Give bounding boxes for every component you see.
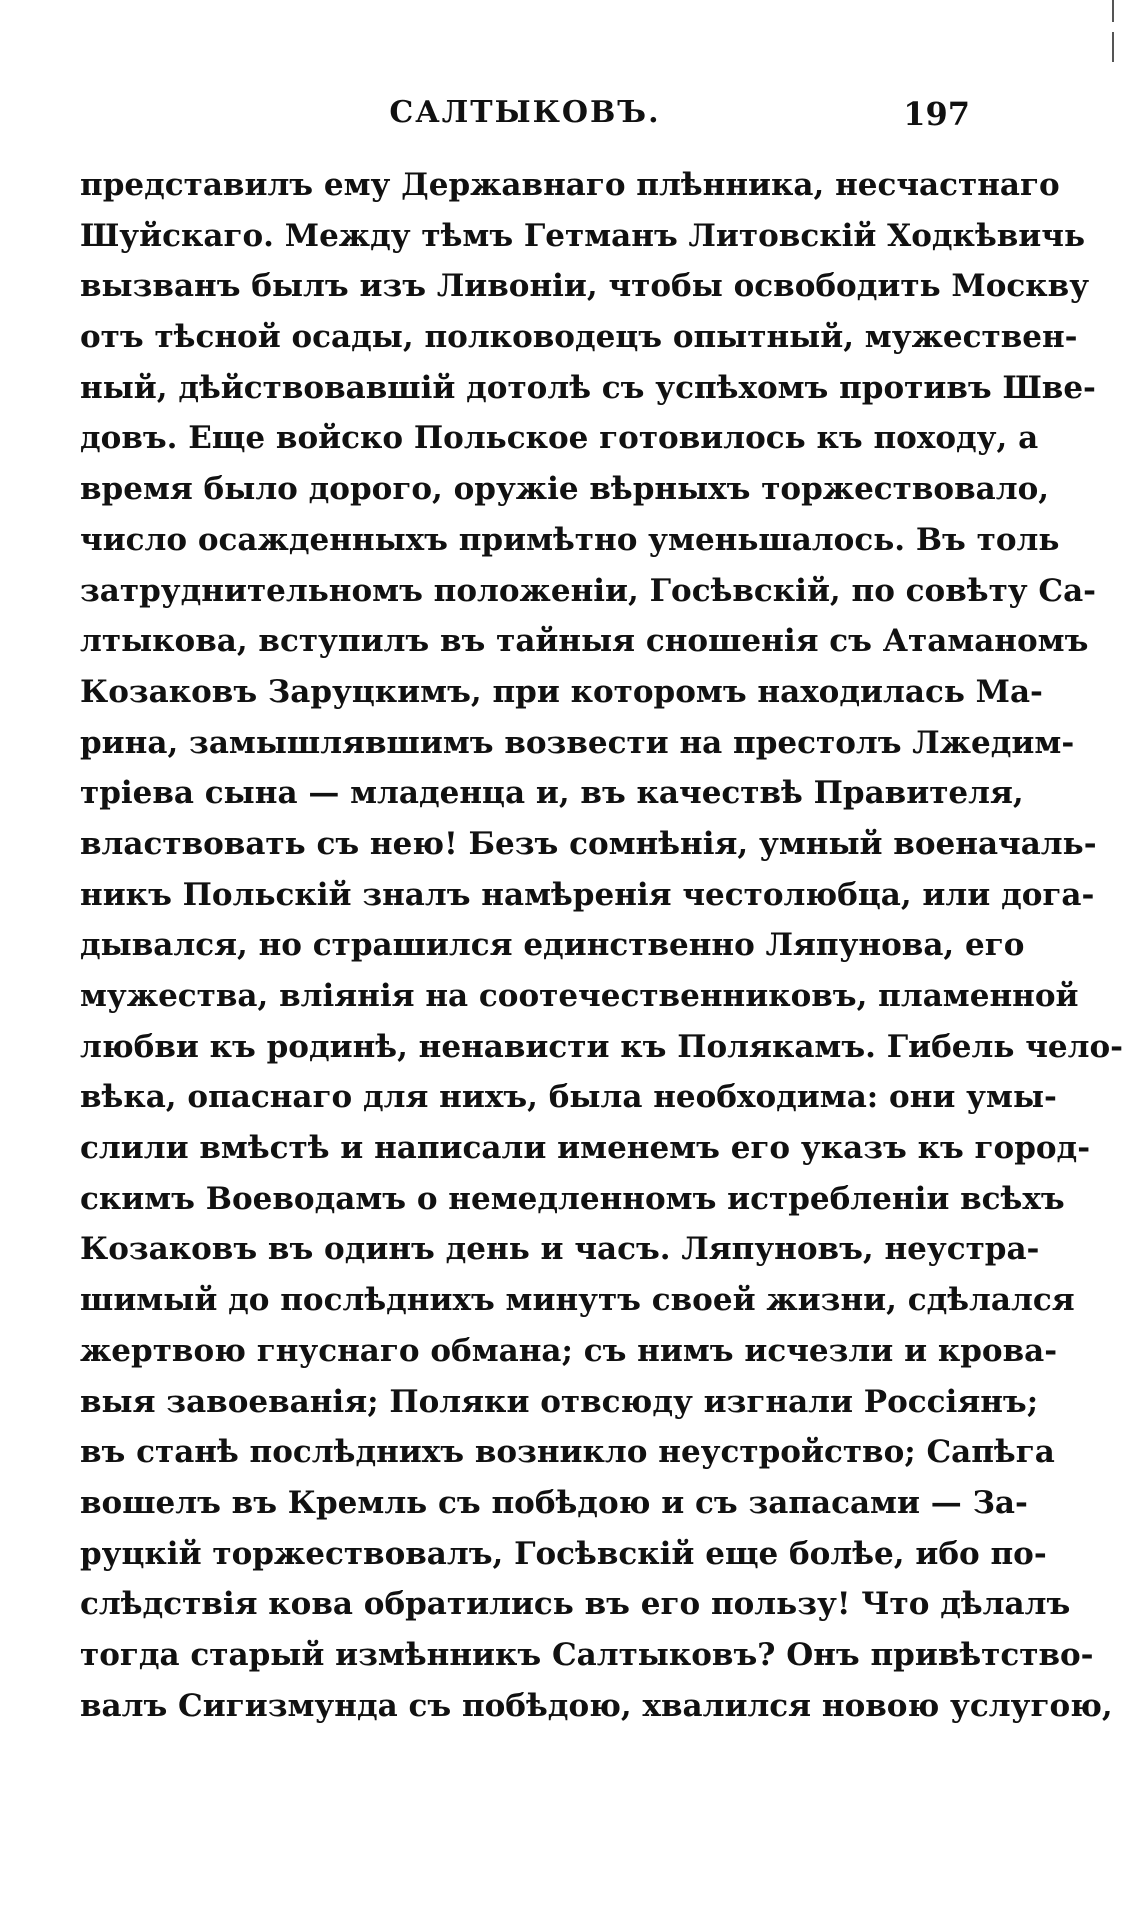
text-line: представилъ ему Державнаго плѣнника, несчастнаго	[80, 167, 1060, 203]
text-line: никъ Польскій зналъ намѣренія честолюбца, или дога-	[80, 876, 1095, 913]
text-line: слили вмѣстѣ и написали именемъ его указъ къ город-	[80, 1130, 1091, 1167]
text-line: властвовать съ нею! Безъ сомнѣнія, умный военачаль-	[80, 825, 1097, 862]
text-line: мужества, вліянія на соотечественниковъ, пламенной	[80, 978, 1079, 1014]
text-line: ный, дѣйствовавшій дотолѣ съ успѣхомъ противъ Шве-	[80, 369, 1096, 406]
text-line: шимый до послѣднихъ минутъ своей жизни, сдѣлался	[80, 1282, 1075, 1319]
scan-margin-mark	[1112, 32, 1114, 62]
text-line: лтыкова, вступилъ въ тайныя сношенія съ Атаманомъ	[80, 623, 1089, 660]
text-line: выя завоеванія; Поляки отвсюду изгнали Россіянъ;	[80, 1383, 1039, 1420]
text-line: Шуйскаго. Между тѣмъ Гетманъ Литовскій Ходкѣвичь	[80, 217, 1086, 254]
text-line: слѣдствія кова обратились въ его пользу! Что дѣлалъ	[80, 1586, 1071, 1623]
text-line: скимъ Воеводамъ о немедленномъ истребленіи всѣхъ	[80, 1180, 1065, 1217]
text-line: время было дорого, оружіе вѣрныхъ торжествовало,	[80, 471, 1050, 508]
body-text	[80, 160, 1124, 1731]
page-number: 197	[903, 95, 970, 133]
text-line: жертвою гнуснаго обмана; съ нимъ исчезли и крова-	[80, 1332, 1058, 1369]
text-line: затруднительномъ положеніи, Госѣвскій, по совѣту Са-	[80, 572, 1097, 609]
text-line: Козаковъ въ одинъ день и часъ. Ляпуновъ, неустра-	[80, 1231, 1040, 1268]
text-line: число осажденныхъ примѣтно уменьшалось. Въ толь	[80, 521, 1060, 558]
text-line: руцкій торжествовалъ, Госѣвскій еще болѣе, ибо по-	[80, 1535, 1047, 1572]
text-line: вызванъ былъ изъ Ливоніи, чтобы освободить Москву	[80, 268, 1090, 305]
running-title: САЛТЫКОВЪ.	[389, 95, 661, 130]
text-line: довъ. Еще войско Польское готовилось къ походу, а	[80, 420, 1039, 457]
text-line: валъ Сигизмунда съ побѣдою, хвалился новою услугою,	[80, 1687, 1113, 1724]
text-line: вѣка, опаснаго для нихъ, была необходима: они умы-	[80, 1079, 1057, 1116]
scan-margin-mark	[1112, 0, 1114, 22]
page-header	[80, 95, 970, 135]
text-line: Козаковъ Заруцкимъ, при которомъ находилась Ма-	[80, 673, 1043, 710]
text-line: любви къ родинѣ, ненависти къ Полякамъ. Гибель чело-	[80, 1028, 1124, 1065]
text-line: тогда старый измѣнникъ Салтыковъ? Онъ привѣтство-	[80, 1636, 1094, 1673]
text-line: отъ тѣсной осады, полководецъ опытный, мужествен-	[80, 319, 1078, 356]
text-line: вошелъ въ Кремль съ побѣдою и съ запасами — За-	[80, 1484, 1028, 1521]
text-line: рина, замышлявшимъ возвести на престолъ Лжедим-	[80, 724, 1075, 761]
text-line: дывался, но страшился единственно Ляпунова, его	[80, 927, 1025, 964]
text-line: тріева сына — младенца и, въ качествѣ Правителя,	[80, 775, 1024, 812]
text-line: въ станѣ послѣднихъ возникло неустройство; Сапѣга	[80, 1434, 1055, 1471]
